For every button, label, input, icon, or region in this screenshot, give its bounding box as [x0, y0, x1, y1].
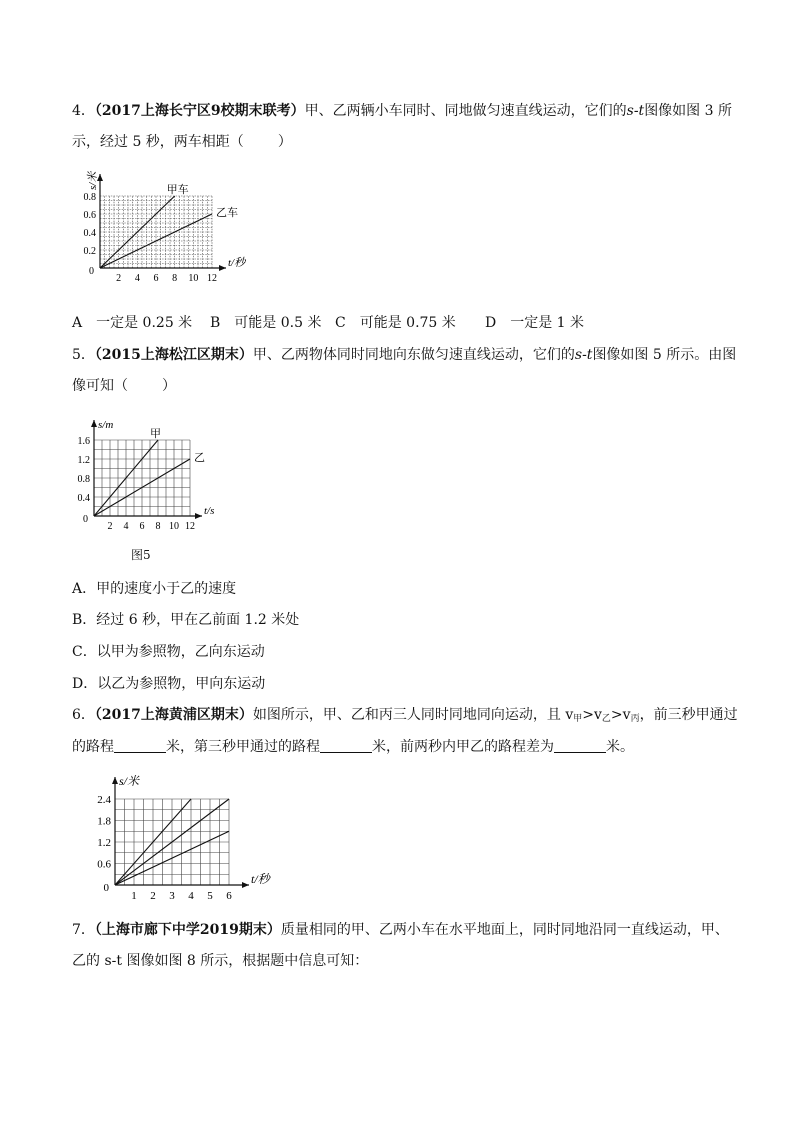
x-tick-label: 2: [150, 890, 156, 900]
x-axis-arrow: [242, 882, 249, 888]
q6-number: 6．: [72, 707, 95, 723]
q4-number: 4．: [72, 103, 95, 119]
x-tick-label: 6: [226, 890, 232, 900]
q4-stem-line2-text: 示，经过 5 秒，两车相距（: [72, 134, 244, 150]
q7-stem-line1: [72, 920, 729, 940]
y-tick-label: 1.2: [77, 455, 90, 466]
q5-number: 5．: [72, 347, 95, 363]
x-tick-label: 4: [134, 273, 140, 284]
x-tick-label: 12: [185, 521, 195, 532]
q4-st: s-t: [626, 103, 645, 119]
series-label-jia: 甲车: [166, 184, 189, 196]
q6-sub-yi: 乙: [601, 714, 611, 724]
q5-figure-caption: 图5: [131, 548, 151, 562]
origin-label: 0: [83, 514, 88, 525]
q6-blank-2[interactable]: [320, 738, 372, 753]
x-tick-label: 2: [116, 273, 122, 284]
y-tick-label: 0.8: [77, 474, 90, 485]
q6-sub-bing: 丙: [630, 714, 640, 724]
q7-number: 7．: [72, 922, 95, 938]
y-tick-label: 0.2: [83, 246, 96, 257]
q4-option-d[interactable]: D 一定是 1 米: [485, 315, 585, 331]
x-tick-label: 12: [207, 273, 217, 284]
y-axis-title: s/m: [98, 419, 114, 431]
q4-stem-close: ）: [277, 134, 292, 150]
y-tick-label: 0.6: [97, 858, 111, 871]
x-tick-label: 10: [188, 273, 199, 284]
q5-stem-line1: [72, 345, 736, 365]
x-axis-arrow: [219, 265, 226, 271]
series-label-jia: 甲: [150, 428, 161, 440]
q6-blank-3[interactable]: [554, 738, 606, 753]
q4-stem-a: 甲、乙两辆小车同时、同地做匀速直线运动，它们的: [304, 103, 627, 119]
origin-label: 0: [103, 882, 109, 894]
x-tick-label: 6: [139, 521, 145, 532]
x-tick-label: 8: [172, 273, 178, 284]
q6-blank-1[interactable]: [114, 738, 166, 753]
q6-gt1: >v: [582, 707, 602, 723]
q6-line2-a: 的路程: [72, 739, 114, 755]
q4-option-c[interactable]: C 可能是 0.75 米: [335, 315, 456, 331]
y-tick-label: 0.4: [83, 228, 96, 239]
x-axis-title: t/s: [204, 505, 215, 517]
q7-stem-line2: 乙的 s-t 图像如图 8 所示，根据题中信息可知：: [72, 953, 369, 969]
x-tick-label: 6: [153, 273, 159, 284]
origin-label: 0: [89, 266, 94, 277]
q6-line2-b: 米，第三秒甲通过的路程: [166, 739, 320, 755]
q5-option-a[interactable]: A．甲的速度小于乙的速度: [72, 581, 237, 597]
x-tick-label: 5: [207, 890, 213, 900]
y-tick-label: 1.8: [97, 815, 111, 828]
q6-stem-line1: [72, 705, 738, 729]
x-tick-label: 4: [188, 890, 194, 900]
series-label-yi: 乙车: [216, 207, 238, 219]
q6-stem-b: ，前三秒甲通过: [639, 707, 738, 723]
y-axis-title: s/米: [87, 171, 99, 190]
y-tick-label: 1.6: [77, 436, 90, 447]
q6-line2-c: 米，前两秒内甲乙的路程差为: [372, 739, 554, 755]
q6-source: （2017上海黄浦区期末）: [94, 707, 253, 723]
x-axis-title: t/秒: [251, 872, 270, 886]
x-tick-label: 8: [155, 521, 161, 532]
q5-stem-line2-text: 像可知（: [72, 378, 128, 394]
q4-stem-tail: 图像如图 3 所: [644, 103, 732, 119]
q5-source: （2015上海松江区期末）: [94, 347, 253, 363]
x-axis-title: t/秒: [228, 257, 246, 269]
y-tick-label: 0.6: [83, 210, 96, 221]
x-tick-label: 4: [123, 521, 129, 532]
q5-st-chart: [70, 410, 230, 535]
y-axis-title: s/米: [119, 774, 140, 788]
q6-stem-line2: [72, 737, 634, 757]
q6-stem-a: 如图所示，甲、乙和丙三人同时同地同向运动，且 v: [252, 707, 574, 723]
x-axis-arrow: [195, 513, 202, 519]
series-label-yi: 乙: [194, 452, 205, 464]
q4-options: [72, 313, 584, 333]
q5-option-d[interactable]: D．以乙为参照物，甲向东运动: [72, 676, 266, 692]
q4-st-chart: [78, 168, 278, 293]
q5-stem-a: 甲、乙两物体同时同地向东做匀速直线运动，它们的: [252, 347, 575, 363]
q7-source: （上海市廊下中学2019期末）: [94, 922, 281, 938]
q4-option-a[interactable]: A 一定是 0.25 米: [72, 315, 193, 331]
q5-st: s-t: [574, 347, 593, 363]
y-axis-arrow: [91, 420, 97, 427]
q4-option-b[interactable]: B 可能是 0.5 米: [210, 315, 322, 331]
q5-stem-b: 图像如图 5 所示。由图: [592, 347, 737, 363]
y-tick-label: 0.8: [83, 192, 96, 203]
q7-stem-a: 质量相同的甲、乙两小车在水平地面上，同时同地沿同一直线运动，甲、: [280, 922, 729, 938]
q6-gt2: >v: [610, 707, 631, 723]
q4-source: （2017上海长宁区9校期末联考）: [94, 103, 305, 119]
x-tick-label: 10: [169, 521, 179, 532]
x-tick-label: 2: [107, 521, 113, 532]
q6-sub-jia: 甲: [573, 714, 583, 724]
q5-option-c[interactable]: C．以甲为参照物，乙向东运动: [72, 644, 265, 660]
y-tick-label: 2.4: [97, 794, 111, 806]
y-axis-arrow: [112, 777, 118, 784]
y-tick-label: 1.2: [97, 837, 111, 849]
q4-stem-line1: [72, 101, 732, 121]
x-tick-label: 3: [169, 890, 175, 900]
q5-stem-close: ）: [162, 378, 176, 394]
q6-st-chart: [85, 770, 295, 900]
x-tick-label: 1: [131, 890, 137, 900]
q6-line2-d: 米。: [606, 739, 634, 755]
q5-stem-line2: [72, 376, 176, 396]
y-tick-label: 0.4: [77, 493, 90, 504]
q5-option-b[interactable]: B．经过 6 秒，甲在乙前面 1.2 米处: [72, 612, 300, 628]
q4-stem-line2: [72, 132, 292, 152]
